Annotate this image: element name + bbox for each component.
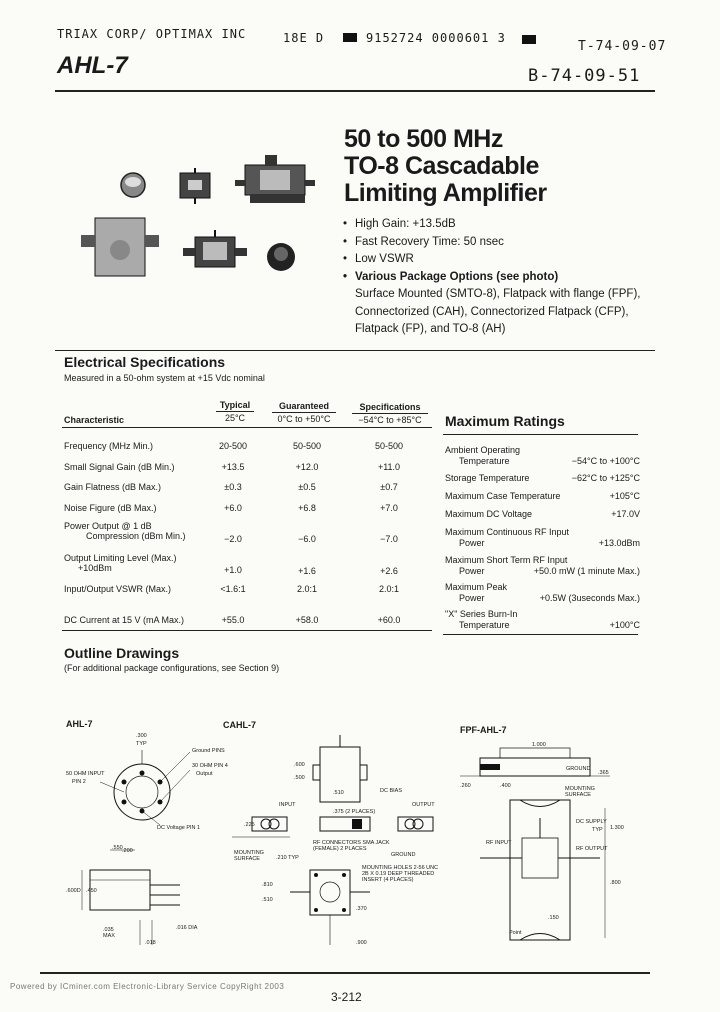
section-rule [55,350,655,351]
rating-value: +0.5W (3useconds Max.) [539,593,640,603]
ahl-note: 30 OHM PIN 4 [192,763,228,769]
cahl-note: INPUT [279,802,296,808]
barcode-block-icon [343,33,357,42]
ahl-note: .018 [145,940,156,946]
rating-label-2: Temperature [459,456,510,466]
feature-item: • Fast Recovery Time: 50 nsec [343,234,640,252]
handwritten-stamp-1: T-74-09-07 [578,39,667,54]
rating-label-2: Power [459,593,485,603]
fpf-note: MOUNTING SURFACE [565,786,595,798]
table-bottom-rule [62,630,432,631]
rating-label: Maximum Case Temperature [445,491,561,501]
rating-label: Ambient Operating [445,445,521,455]
cahl-label: CAHL-7 [223,720,256,730]
col-characteristic: Characteristic [64,415,125,425]
fpf-note: .400 [500,783,511,789]
fpf-label: FPF-AHL-7 [460,725,507,735]
cahl-note: .375 (2 PLACES) [333,809,376,815]
fpf-note: Point [509,930,522,936]
fpf-note: RF INPUT [486,840,512,846]
ahl-note: Output [196,771,213,777]
fpf-note: GROUND [566,766,591,772]
code1: 18E D [283,31,325,45]
fpf-note: .800 [610,880,621,886]
spec-name: Power Output @ 1 dB [64,521,152,531]
spec-name: Noise Figure (dB Max.) [64,503,157,513]
fpf-note: TYP [592,827,603,833]
rating-label-2: Power [459,538,485,548]
spec-name: Output Limiting Level (Max.) [64,553,177,563]
ahl-note: .300 [136,733,147,739]
top-rule [55,90,655,92]
cahl-note: .600 [294,762,305,768]
max-ratings-bottom-rule [443,634,638,635]
cahl-note: OUTPUT [412,802,435,808]
ahl-note: PIN 2 [72,779,86,785]
spec-name-2: Compression (dBm Min.) [86,531,186,541]
spec-guar: +1.6 [298,566,316,576]
spec-name: Small Signal Gain (dB Min.) [64,462,175,472]
rating-row [445,445,640,467]
rating-label: Maximum Short Term RF Input [445,555,568,565]
rating-row [445,582,640,604]
title-line-3: Limiting Amplifier [344,179,547,207]
rating-label: Maximum Continuous RF Input [445,527,570,537]
ahl-note: .200 [122,848,133,854]
ahl-note: DC Voltage PIN 1 [157,825,201,831]
spec-spec: 50-500 [374,441,404,451]
col-specifications-sub: −54°C to +85°C [358,415,422,425]
col-rule [352,413,428,414]
ahl-note: .450 [86,888,97,894]
feature-list [343,216,640,339]
title-line-1: 50 to 500 MHz [344,125,503,153]
col-specifications: Specifications [359,402,421,412]
col-guaranteed: Guaranteed [278,401,329,411]
spec-typ: 20-500 [218,441,248,451]
col-rule [216,411,254,412]
spec-name-2: +10dBm [78,563,112,573]
footer-rule [40,972,650,974]
rating-label: Storage Temperature [445,473,530,483]
rating-row [445,491,640,502]
col-typical-sub: 25°C [224,413,246,423]
spec-spec: +11.0 [377,462,401,472]
spec-guar: +6.8 [298,503,316,513]
rating-row [445,527,640,549]
ahl-note: .016 DIA [176,925,198,931]
rating-row [445,473,640,484]
spec-typ: +6.0 [224,503,242,513]
fpf-note: .150 [548,915,559,921]
rating-label: Maximum DC Voltage [445,509,533,519]
rating-row [445,555,640,577]
rating-row [445,609,640,631]
spec-typ: +55.0 [221,615,245,625]
cahl-note: .510 [262,897,273,903]
cahl-note: .500 [294,775,305,781]
spec-spec: +7.0 [380,503,398,513]
feature-item-bold: • Various Package Options (see photo) [343,269,640,287]
spec-guar: 2.0:1 [296,584,318,594]
table-header-rule [62,427,432,428]
spec-guar: +12.0 [295,462,319,472]
electrical-subtitle: Measured in a 50-ohm system at +15 Vdc nominal [64,373,265,383]
cahl-note: GROUND [391,852,416,858]
ahl-note: .035 MAX [103,927,115,939]
spec-guar: 50-500 [292,441,322,451]
package-photo [55,140,345,290]
title-line-2: TO-8 Cascadable [344,152,539,180]
fpf-note: .365 [598,770,609,776]
max-ratings-title: Maximum Ratings [445,413,565,429]
ahl-note: .600D [66,888,81,894]
feature-detail-3: Flatpack (FP), and TO-8 (AH) [355,323,506,335]
col-guaranteed-sub: 0°C to +50°C [277,414,331,424]
col-rule [272,412,336,413]
spec-name: DC Current at 15 V (mA Max.) [64,615,185,625]
spec-name: Frequency (MHz Min.) [64,441,154,451]
col-typical: Typical [219,400,251,410]
rating-label: Maximum Peak [445,582,508,592]
cahl-note: .510 [333,790,344,796]
rating-label-2: Temperature [459,620,510,630]
page-number: 3-212 [331,990,362,1004]
company-line: TRIAX CORP/ OPTIMAX INC [57,27,247,41]
spec-guar: ±0.5 [298,482,316,492]
rating-value: +17.0V [611,509,640,519]
fpf-note: DC SUPPLY [576,819,607,825]
feature-item: • Low VSWR [343,251,640,269]
rating-value: +105°C [609,491,640,501]
ahl-note: TYP [136,741,147,747]
spec-name: Gain Flatness (dB Max.) [64,482,162,492]
footer-watermark: Powered by ICminer.com Electronic-Library Service CopyRight 2003 [10,982,285,991]
rating-row [445,509,640,520]
cahl-note: DC BIAS [380,788,403,794]
spec-guar: +58.0 [295,615,319,625]
fpf-note: 1.000 [532,742,546,748]
outline-title: Outline Drawings [64,645,180,661]
spec-name: Input/Output VSWR (Max.) [64,584,172,594]
rating-value: +13.0dBm [598,538,640,548]
code2: 9152724 0000601 3 [366,31,506,45]
spec-typ: ±0.3 [224,482,242,492]
spec-typ: +13.5 [221,462,245,472]
cahl-note: .225 [244,822,255,828]
max-ratings-rule [443,434,638,435]
cahl-note: RF CONNECTORS SMA JACK (FEMALE) 2 PLACES [313,840,390,852]
rating-value: +50.0 mW (1 minute Max.) [533,566,640,576]
ahl-note: .550 [112,845,123,851]
cahl-note: .810 [262,882,273,888]
spec-typ: −2.0 [224,534,242,544]
fpf-note: 1.300 [610,825,624,831]
main-title [344,126,547,207]
spec-spec: +60.0 [377,615,401,625]
rating-label: "X" Series Burn-In [445,609,518,619]
spec-spec: 2.0:1 [378,584,400,594]
cahl-note: .370 [356,906,367,912]
cahl-note: .900 [356,940,367,946]
handwritten-stamp-2: B-74-09-51 [528,66,641,86]
cahl-note: MOUNTING HOLES 2-56 UNC 2B X 0.19 DEEP THREADED INSERT (4 PLACES) [362,865,439,883]
fpf-note: RF OUTPUT [576,846,608,852]
feature-item: • High Gain: +13.5dB [343,216,640,234]
rating-value: −62°C to +125°C [571,473,640,483]
rating-value: −54°C to +100°C [571,456,640,466]
spec-typ: <1.6:1 [220,584,246,594]
rating-label-2: Power [459,566,485,576]
cahl-note: MOUNTING SURFACE [234,850,264,862]
spec-spec: +2.6 [380,566,398,576]
ahl-label: AHL-7 [66,719,93,729]
rating-value: +100°C [609,620,640,630]
barcode-block-icon-2 [522,35,536,44]
spec-spec: −7.0 [380,534,398,544]
ahl-note: 50 OHM INPUT [66,771,105,777]
fpf-note: .260 [460,783,471,789]
feature-detail-2: Connectorized (CAH), Connectorized Flatpack (CFP), [355,305,629,318]
feature-detail-1: Surface Mounted (SMTO-8), Flatpack with flange (FPF), [355,288,641,300]
electrical-title: Electrical Specifications [64,354,226,370]
spec-spec: ±0.7 [380,482,398,492]
ahl-note: Ground PINS [192,748,225,754]
spec-typ: +1.0 [224,565,242,575]
cahl-note: .210 TYP [276,855,299,861]
outline-subtitle: (For additional package configurations, see Section 9) [64,663,280,673]
spec-guar: −6.0 [298,534,316,544]
part-number: AHL-7 [57,52,128,79]
